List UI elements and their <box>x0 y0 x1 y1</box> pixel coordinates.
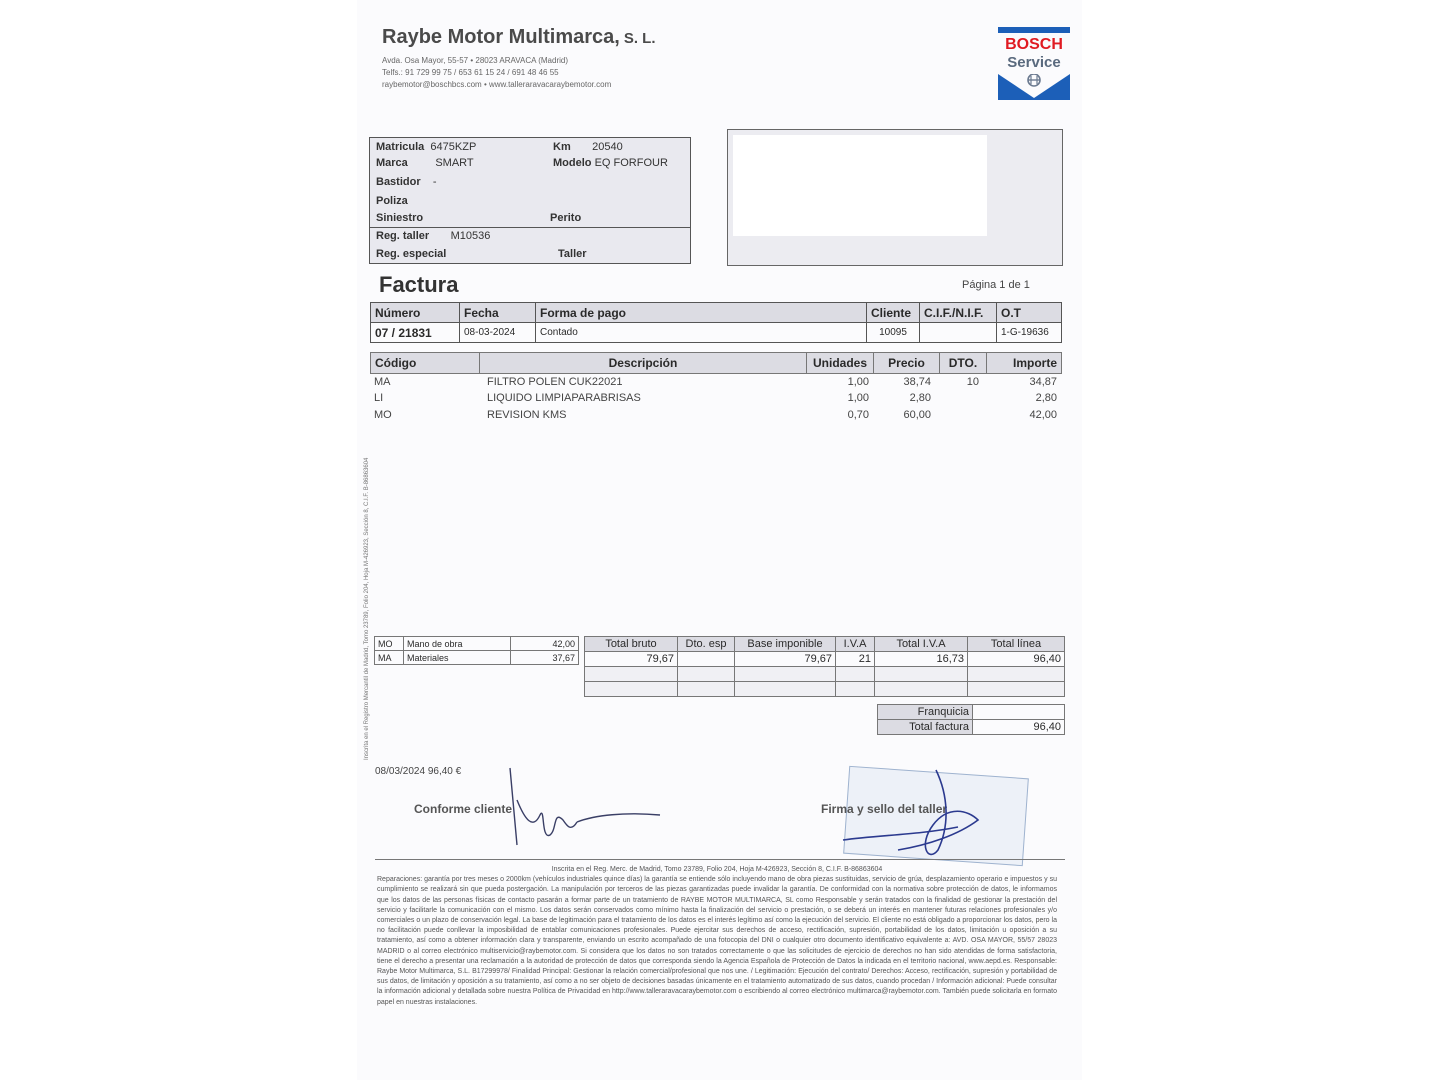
total-factura-value: 96,40 <box>973 720 1065 735</box>
line-1-unidades: 1,00 <box>847 376 869 388</box>
matricula-value: 6475KZP <box>430 141 477 153</box>
invoice-header-table <box>370 302 1062 343</box>
vertical-registry-text: Inscrita en el Registro Mercantil de Madrid, Tomo 23789, Folio 204, Hoja M-426923, Sección 8, C.I.F. B-86863604 <box>364 457 370 760</box>
line-1-dto: 10 <box>966 376 979 388</box>
perito-row <box>550 212 581 224</box>
bastidor-label: Bastidor <box>376 176 421 188</box>
client-address-area <box>733 135 987 236</box>
conforme-cliente-label: Conforme cliente <box>414 802 513 816</box>
summary-table <box>374 636 579 665</box>
company-name-text: Raybe Motor Multimarca, <box>382 26 620 48</box>
line-3-unidades: 0,70 <box>847 409 869 421</box>
legal-text: Reparaciones: garantía por tres meses o 2000km (vehículos industriales quince días) la garantía se entiende sólo incluyendo mano de obra piezas sustituidas, servicio de grúa, desplazamiento operario e impuestos y su cumplimiento se realizará sin que pueda postergación. La manipulación por terceros de las piezas garantizadas puede invalidar la garantía. De conformidad con la normativa sobre protección de datos, le informamos que los datos de las personas físicas de contacto pasarán a formar parte de un tratamiento de RAYBE MOTOR MULTIMARCA, SL como Responsable y serán tratados con la finalidad de gestionar la prestación del servicio y facilitarle la comunicación con el mismo. Los datos serán conservados como mínimo hasta la finalización del servicio o prestación, o se deberá un interés en mantener futuras relaciones profesionales y/o comerciales o un plazo de conservación legal. La base de legitimación para el tratamiento de los datos es el interés legítimo así como la ejecución del servicio. El cliente no está obligado a proporcionar los datos, pero la no facilitación puede conllevar la imposibilidad de entablar comunicaciones profesionales. Puede ejercitar sus derechos de acceso, rectificación, supresión, portabilidad de los datos, limitación u oposición a su tratamiento, así como a obtener información clara y transparente, enviando un escrito acompañado de una fotocopia del DNI o cualquier otro documento identificativo equivalente a: AVD. OSA MAYOR, 55/57 28023 MADRID o al correo electrónico multiservicio@raybemotor.com. Si considera que los datos no son tratados correctamente o que las solicitudes de ejercicio de derechos no han sido atendidas de forma satisfactoria, tiene el derecho a presentar una reclamación a la autoridad de protección de datos que corresponda siendo la Agencia Española de Protección de Datos la indicada en el territorio nacional, www.aepd.es. Responsable: Raybe Motor Multimarca, S.L. B17299978/ Finalidad Principal: Gestionar la relación comercial/profesional que nos une. / Legitimación: Ejecución del contrato/ Derechos: Acceso, rectificación, supresión y portabilidad de sus datos, de limitación y oposición a su tratamiento, así como a no ser objeto de decisiones basadas únicamente en el tratamiento automatizado de sus datos, cuando procedan / Información adicional: Puede consultar la información adicional y detallada sobre nuestra Política de Privacidad en http://www.talleraravacaraybemotor.com o escribiendo al correo electrónico multimarca@raybemotor.com. También puede solicitarla en formato papel en nuestras instalaciones. <box>377 876 1057 1006</box>
totals-header-bruto: Total bruto <box>585 637 678 652</box>
reg-taller-label: Reg. taller <box>376 230 430 242</box>
header-fecha: Fecha <box>460 303 536 323</box>
line-3-codigo: MO <box>374 409 392 421</box>
line-1-descripcion: FILTRO POLEN CUK22021 <box>487 376 623 388</box>
line-1-importe: 34,87 <box>1029 376 1057 388</box>
bosch-armature-icon <box>998 74 1070 100</box>
km-label: Km <box>553 141 571 153</box>
totals-table <box>584 636 1065 697</box>
totals-header-total-iva: Total I.V.A <box>875 637 968 652</box>
invoice-fecha: 08-03-2024 <box>460 323 536 343</box>
poliza-row <box>376 195 408 207</box>
matricula-label: Matricula <box>376 141 425 153</box>
legal-footer <box>377 865 1057 1008</box>
col-codigo: Código <box>371 353 480 374</box>
invoice-ot: 1-G-19636 <box>997 323 1062 343</box>
totals-total-linea: 96,40 <box>968 652 1065 667</box>
col-unidades: Unidades <box>807 353 874 374</box>
col-descripcion: Descripción <box>480 353 807 374</box>
vehicle-divider <box>370 227 690 228</box>
franquicia-value <box>973 705 1065 720</box>
summary-mo-value: 42,00 <box>511 637 579 651</box>
totals-header-dto: Dto. esp <box>678 637 735 652</box>
totals-base: 79,67 <box>735 652 836 667</box>
poliza-label: Poliza <box>376 195 408 207</box>
col-dto: DTO. <box>940 353 987 374</box>
line-3-importe: 42,00 <box>1029 409 1057 421</box>
reg-taller-row <box>376 230 490 242</box>
line-3-precio: 60,00 <box>903 409 931 421</box>
invoice-forma-pago: Contado <box>536 323 867 343</box>
lines-header-table <box>370 352 1062 374</box>
totals-total-iva: 16,73 <box>875 652 968 667</box>
line-2-unidades: 1,00 <box>847 392 869 404</box>
km-row <box>553 141 623 153</box>
summary-ma-value: 37,67 <box>511 651 579 665</box>
page-number: Página 1 de 1 <box>962 279 1030 291</box>
workshop-signature-icon <box>838 765 988 865</box>
summary-mo-label: Mano de obra <box>404 637 511 651</box>
modelo-label: Modelo <box>553 157 592 169</box>
summary-ma-label: Materiales <box>404 651 511 665</box>
company-phones: Telfs.: 91 729 99 75 / 653 61 15 24 / 691 48 46 55 <box>382 68 559 77</box>
line-3-descripcion: REVISION KMS <box>487 409 567 421</box>
summary-mo-code: MO <box>375 637 404 651</box>
line-2-descripcion: LIQUIDO LIMPIAPARABRISAS <box>487 392 641 404</box>
firma-sello-label: Firma y sello del taller <box>821 802 948 816</box>
line-2-precio: 2,80 <box>909 392 931 404</box>
company-address: Avda. Osa Mayor, 55-57 • 28023 ARAVACA (Madrid) <box>382 56 569 65</box>
bosch-brand: BOSCH <box>1005 36 1063 53</box>
marca-value: SMART <box>435 157 474 169</box>
line-1-precio: 38,74 <box>903 376 931 388</box>
taller-label: Taller <box>558 248 587 260</box>
payment-date-amount: 08/03/2024 96,40 € <box>375 766 462 777</box>
invoice-cliente: 10095 <box>867 323 920 343</box>
bastidor-value: - <box>432 176 437 188</box>
matricula-row <box>376 141 476 153</box>
bosch-service-logo <box>998 27 1070 100</box>
reg-taller-value: M10536 <box>450 230 491 242</box>
legal-registry: Inscrita en el Reg. Merc. de Madrid, Tomo 23789, Folio 204, Hoja M-426923, Sección 8, C.I.F. B-86863604 <box>551 866 883 873</box>
invoice-numero: 07 / 21831 <box>371 323 460 343</box>
perito-label: Perito <box>550 212 582 224</box>
total-factura-label: Total factura <box>878 720 973 735</box>
line-1-codigo: MA <box>374 376 391 388</box>
footer-divider <box>375 859 1065 860</box>
totals-iva: 21 <box>836 652 875 667</box>
bosch-service: Service <box>1007 54 1061 71</box>
header-ot: O.T <box>997 303 1062 323</box>
company-name-suffix: S. L. <box>623 30 656 47</box>
bastidor-row <box>376 176 437 188</box>
client-signature-icon <box>505 760 665 850</box>
header-cif: C.I.F./N.I.F. <box>920 303 997 323</box>
reg-especial-label: Reg. especial <box>376 248 447 260</box>
line-2-importe: 2,80 <box>1035 392 1057 404</box>
totals-header-iva: I.V.A <box>836 637 875 652</box>
totals-dto <box>678 652 735 667</box>
marca-label: Marca <box>376 157 408 169</box>
siniestro-row <box>376 212 423 224</box>
header-numero: Número <box>371 303 460 323</box>
summary-ma-code: MA <box>375 651 404 665</box>
company-web: raybemotor@boschbcs.com • www.talleraravacaraybemotor.com <box>382 80 612 89</box>
modelo-value: EQ FORFOUR <box>594 157 668 169</box>
company-name <box>382 26 656 49</box>
km-value: 20540 <box>592 141 623 153</box>
line-2-codigo: LI <box>374 392 384 404</box>
reg-especial-row <box>376 248 446 260</box>
totals-bruto: 79,67 <box>585 652 678 667</box>
franquicia-label: Franquicia <box>878 705 973 720</box>
taller-row <box>558 248 587 260</box>
totals-header-base: Base imponible <box>735 637 836 652</box>
invoice-title: Factura <box>379 272 459 297</box>
franquicia-table <box>877 704 1065 735</box>
invoice-cif <box>920 323 997 343</box>
marca-row <box>376 157 474 169</box>
siniestro-label: Siniestro <box>376 212 424 224</box>
col-importe: Importe <box>987 353 1062 374</box>
col-precio: Precio <box>874 353 940 374</box>
header-forma-pago: Forma de pago <box>536 303 867 323</box>
header-cliente: Cliente <box>867 303 920 323</box>
modelo-row <box>553 157 668 169</box>
totals-header-total-linea: Total línea <box>968 637 1065 652</box>
